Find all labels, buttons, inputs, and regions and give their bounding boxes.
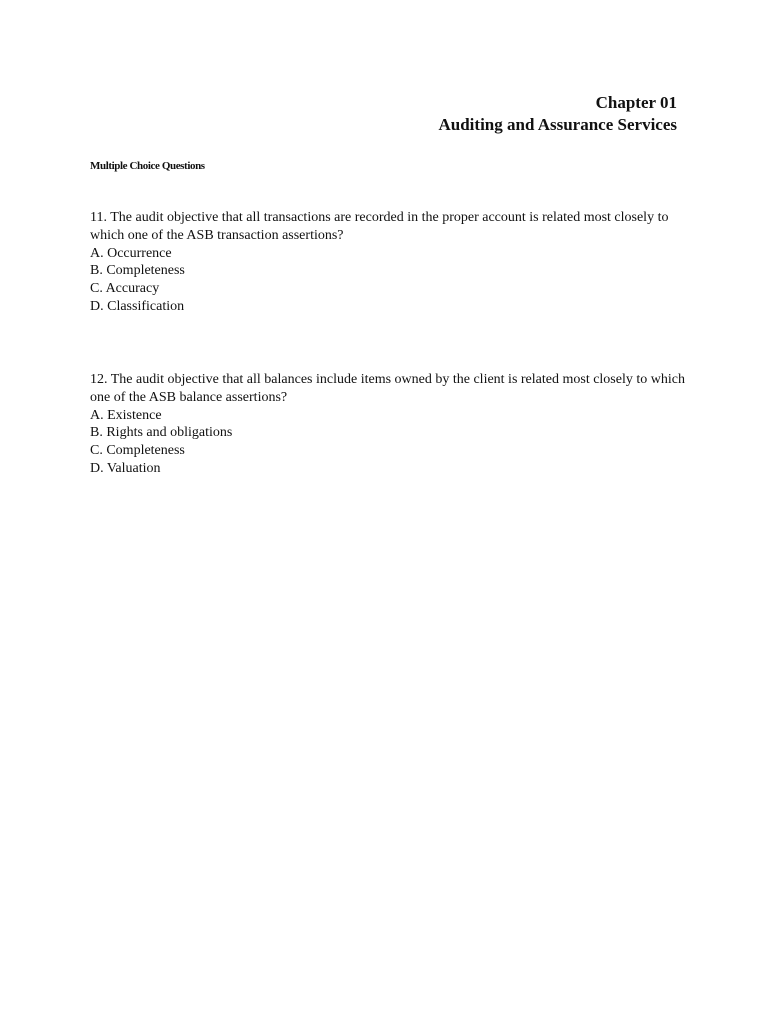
question-text: 11. The audit objective that all transactions are recorded in the proper account is related most closely to which one of the ASB transaction assertions? [90, 210, 669, 243]
option-b: B. Rights and obligations [90, 425, 233, 441]
chapter-title: Auditing and Assurance Services [438, 115, 677, 134]
chapter-number: Chapter 01 [595, 93, 677, 112]
option-c: C. Completeness [90, 443, 185, 459]
question-12 [90, 371, 690, 478]
chapter-header [439, 92, 678, 136]
option-d: D. Valuation [90, 460, 161, 476]
option-d: D. Classification [90, 298, 185, 314]
option-a: A. Occurrence [90, 245, 172, 261]
section-title: Multiple Choice Questions [90, 160, 205, 172]
question-11 [90, 209, 690, 316]
option-b: B. Completeness [90, 263, 185, 279]
option-a: A. Existence [90, 407, 162, 423]
option-c: C. Accuracy [90, 281, 160, 297]
question-text: 12. The audit objective that all balances include items owned by the client is related most closely to which one of the ASB balance assertions? [90, 372, 685, 405]
